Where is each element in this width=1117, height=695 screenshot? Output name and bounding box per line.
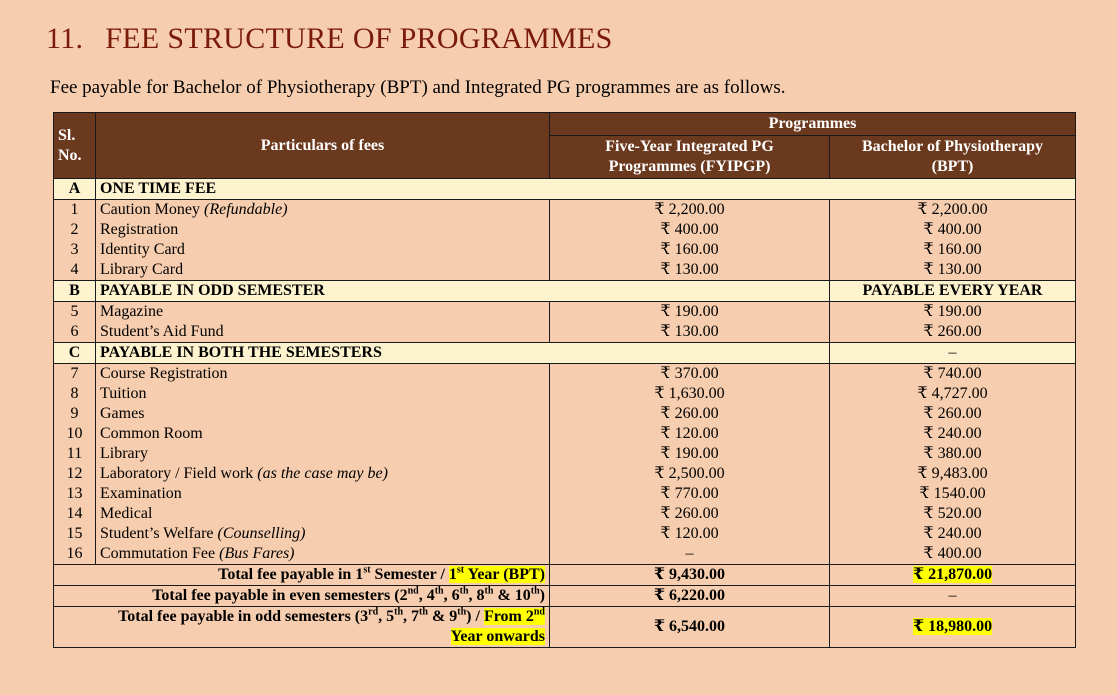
fee-row-bpt: ₹ 260.00	[830, 404, 1076, 424]
fee-row-fyipgp: ₹ 1,630.00	[550, 384, 830, 404]
fee-row-sl: 3	[54, 240, 96, 260]
sl-header	[54, 113, 96, 179]
section-a-label: ONE TIME FEE	[96, 179, 1076, 200]
fee-row-fyipgp: ₹ 370.00	[550, 364, 830, 385]
total-first-hl-sup: st	[456, 564, 465, 576]
fee-label-text: Commutation Fee	[100, 545, 220, 562]
section-a-row	[54, 179, 1076, 200]
fee-row-fyipgp: ₹ 130.00	[550, 322, 830, 343]
section-number: 11.	[46, 22, 84, 55]
even-s2: th	[434, 585, 444, 597]
total-first-highlight	[449, 566, 545, 583]
fee-row-sl: 15	[54, 524, 96, 544]
fee-row-sl: 6	[54, 322, 96, 343]
even-pre: Total fee payable in even semesters (2	[152, 587, 408, 604]
total-first-bpt: ₹ 21,870.00	[912, 566, 993, 583]
total-even-row	[54, 586, 1076, 607]
fyipgp-header-line1: Five-Year Integrated PG	[605, 138, 774, 155]
fee-row-sl: 13	[54, 484, 96, 504]
even-t2: , 6	[443, 587, 460, 604]
particulars-header: Particulars of fees	[96, 113, 550, 179]
fee-row-fyipgp: ₹ 120.00	[550, 524, 830, 544]
fee-row-fyipgp: ₹ 2,500.00	[550, 464, 830, 484]
fee-row-bpt: ₹ 190.00	[830, 302, 1076, 323]
odd-t3: & 9	[427, 608, 458, 625]
fee-label-text: Student’s Welfare	[100, 525, 218, 542]
fee-row-bpt: ₹ 240.00	[830, 524, 1076, 544]
fee-row-fyipgp: ₹ 190.00	[550, 444, 830, 464]
section-heading	[46, 22, 613, 56]
fee-row-sl: 5	[54, 302, 96, 323]
even-s4: th	[484, 585, 494, 597]
fee-row-bpt: ₹ 2,200.00	[830, 200, 1076, 221]
total-first-row	[54, 565, 1076, 586]
bpt-header	[830, 136, 1076, 179]
intro-text: Fee payable for Bachelor of Physiotherapy (BPT) and Integrated PG programmes are as follows.	[50, 77, 786, 98]
odd-s3: th	[419, 606, 428, 618]
fee-row-bpt: ₹ 130.00	[830, 260, 1076, 281]
fee-table	[53, 112, 1076, 648]
fee-row-label	[96, 384, 550, 404]
fee-row-bpt: ₹ 240.00	[830, 424, 1076, 444]
total-first-hl-pre: 1	[448, 566, 457, 583]
fee-label-text: Caution Money	[100, 201, 204, 218]
total-first-bpt-cell	[830, 565, 1076, 586]
sl-header-line1: Sl.	[58, 126, 76, 144]
total-first-label	[54, 565, 550, 586]
fyipgp-header	[550, 136, 830, 179]
fee-label-text: Student’s Aid Fund	[100, 323, 224, 340]
total-even-bpt: –	[830, 586, 1076, 607]
fee-row-fyipgp: ₹ 120.00	[550, 424, 830, 444]
fee-row-label	[96, 404, 550, 424]
fee-row-sl: 14	[54, 504, 96, 524]
fee-row-bpt: ₹ 4,727.00	[830, 384, 1076, 404]
total-odd-bpt: ₹ 18,980.00	[912, 618, 993, 635]
fee-row	[54, 484, 1076, 504]
fee-row	[54, 504, 1076, 524]
fee-row-fyipgp: ₹ 2,200.00	[550, 200, 830, 221]
fee-row-bpt: ₹ 520.00	[830, 504, 1076, 524]
even-s5: th	[530, 585, 540, 597]
fee-row-label	[96, 464, 550, 484]
fee-row-sl: 2	[54, 220, 96, 240]
fee-label-text: Games	[100, 405, 145, 422]
total-first-mid: Semester /	[370, 566, 449, 583]
fee-row	[54, 384, 1076, 404]
fee-row-sl: 16	[54, 544, 96, 565]
fee-row	[54, 544, 1076, 565]
fee-label-text: Examination	[100, 485, 182, 502]
fee-row-label	[96, 504, 550, 524]
fee-row-fyipgp: ₹ 130.00	[550, 260, 830, 281]
even-s1: nd	[407, 585, 419, 597]
fee-row-bpt: ₹ 260.00	[830, 322, 1076, 343]
fee-row-label	[96, 544, 550, 565]
fee-row-label	[96, 322, 550, 343]
total-odd-fyipgp: ₹ 6,540.00	[550, 607, 830, 648]
fee-label-note: (Bus Fares)	[219, 545, 295, 562]
odd-s1: rd	[368, 606, 379, 618]
section-c-bpt-value: –	[830, 343, 1076, 364]
odd-highlight-2: Year onwards	[450, 628, 545, 645]
programmes-header: Programmes	[550, 113, 1076, 136]
odd-t4: ) /	[466, 608, 484, 625]
fee-label-text: Identity Card	[100, 241, 185, 258]
bpt-header-line1: Bachelor of Physiotherapy	[861, 138, 1044, 155]
fee-label-text: Library Card	[100, 261, 184, 278]
even-s3: th	[459, 585, 469, 597]
fee-label-note: (Counselling)	[217, 525, 306, 542]
section-c-row	[54, 343, 1076, 364]
fee-row	[54, 220, 1076, 240]
total-first-hl-post: Year (BPT)	[464, 566, 545, 583]
fee-row	[54, 404, 1076, 424]
fee-row-fyipgp: ₹ 160.00	[550, 240, 830, 260]
fee-row-label	[96, 220, 550, 240]
odd-t2: , 7	[403, 608, 420, 625]
fee-label-text: Tuition	[100, 385, 147, 402]
fee-row-sl: 10	[54, 424, 96, 444]
fee-row-label	[96, 260, 550, 281]
fee-row-sl: 9	[54, 404, 96, 424]
total-first-fyipgp: ₹ 9,430.00	[550, 565, 830, 586]
fee-row-label	[96, 364, 550, 385]
bpt-header-line2: (BPT)	[931, 158, 974, 175]
fee-row	[54, 322, 1076, 343]
odd-hl1-sup: nd	[533, 606, 545, 618]
fee-row-bpt: ₹ 400.00	[830, 220, 1076, 240]
odd-t1: , 5	[378, 608, 395, 625]
fee-row	[54, 424, 1076, 444]
odd-s2: th	[394, 606, 404, 618]
fee-row	[54, 240, 1076, 260]
fee-row	[54, 260, 1076, 281]
fee-row-fyipgp: ₹ 190.00	[550, 302, 830, 323]
total-odd-label	[54, 607, 550, 648]
fee-row-sl: 12	[54, 464, 96, 484]
fee-row-fyipgp: ₹ 400.00	[550, 220, 830, 240]
fee-row-sl: 1	[54, 200, 96, 221]
fee-label-note: (Refundable)	[204, 201, 288, 218]
fee-row-sl: 7	[54, 364, 96, 385]
total-first-sup: st	[363, 564, 371, 576]
fee-row	[54, 200, 1076, 221]
fee-row-fyipgp: –	[550, 544, 830, 565]
fee-label-text: Library	[100, 445, 148, 462]
fee-row-label	[96, 424, 550, 444]
section-c-label: PAYABLE IN BOTH THE SEMESTERS	[96, 343, 830, 364]
fee-label-text: Laboratory / Field work	[100, 465, 258, 482]
fee-row-sl: 8	[54, 384, 96, 404]
fee-row-label	[96, 200, 550, 221]
fee-row	[54, 444, 1076, 464]
fee-row-fyipgp: ₹ 260.00	[550, 404, 830, 424]
total-odd-bpt-cell	[830, 607, 1076, 648]
fee-row-label	[96, 484, 550, 504]
fee-row-label	[96, 240, 550, 260]
fee-label-text: Registration	[100, 221, 179, 238]
fee-row	[54, 524, 1076, 544]
fee-row-bpt: ₹ 160.00	[830, 240, 1076, 260]
section-b-label: PAYABLE IN ODD SEMESTER	[96, 281, 830, 302]
fee-row	[54, 464, 1076, 484]
fee-row-label	[96, 302, 550, 323]
section-b-sl: B	[54, 281, 96, 302]
even-t1: , 4	[418, 587, 435, 604]
fee-label-text: Magazine	[100, 303, 164, 320]
sl-header-line2: No.	[58, 146, 82, 164]
fee-label-text: Course Registration	[100, 365, 228, 382]
odd-pre: Total fee payable in odd semesters (3	[118, 608, 369, 625]
section-c-sl: C	[54, 343, 96, 364]
fee-label-text: Common Room	[100, 425, 203, 442]
even-t3: , 8	[468, 587, 485, 604]
fee-row-bpt: ₹ 380.00	[830, 444, 1076, 464]
fee-row-label	[96, 444, 550, 464]
fee-row-bpt: ₹ 1540.00	[830, 484, 1076, 504]
fee-row-bpt: ₹ 400.00	[830, 544, 1076, 565]
section-a-sl: A	[54, 179, 96, 200]
total-first-pre: Total fee payable in 1	[218, 566, 364, 583]
even-t5: )	[539, 587, 545, 604]
odd-highlight-1	[484, 608, 545, 625]
odd-s4: th	[457, 606, 467, 618]
fee-label-note: (as the case may be)	[257, 465, 388, 482]
fee-row-bpt: ₹ 9,483.00	[830, 464, 1076, 484]
fee-row-sl: 4	[54, 260, 96, 281]
fee-row-fyipgp: ₹ 770.00	[550, 484, 830, 504]
even-t4: & 10	[493, 587, 531, 604]
fee-row-label	[96, 524, 550, 544]
fee-row	[54, 364, 1076, 385]
section-b-row	[54, 281, 1076, 302]
fee-label-text: Medical	[100, 505, 153, 522]
total-even-fyipgp: ₹ 6,220.00	[550, 586, 830, 607]
fee-row-bpt: ₹ 740.00	[830, 364, 1076, 385]
total-even-label	[54, 586, 550, 607]
section-title: FEE STRUCTURE OF PROGRAMMES	[105, 22, 613, 55]
fyipgp-header-line2: Programmes (FYIPGP)	[608, 158, 771, 175]
fee-row-sl: 11	[54, 444, 96, 464]
fee-row	[54, 302, 1076, 323]
total-odd-row	[54, 607, 1076, 648]
odd-hl1-pre: From 2	[483, 608, 534, 625]
section-b-bpt-label: PAYABLE EVERY YEAR	[830, 281, 1076, 302]
fee-row-fyipgp: ₹ 260.00	[550, 504, 830, 524]
